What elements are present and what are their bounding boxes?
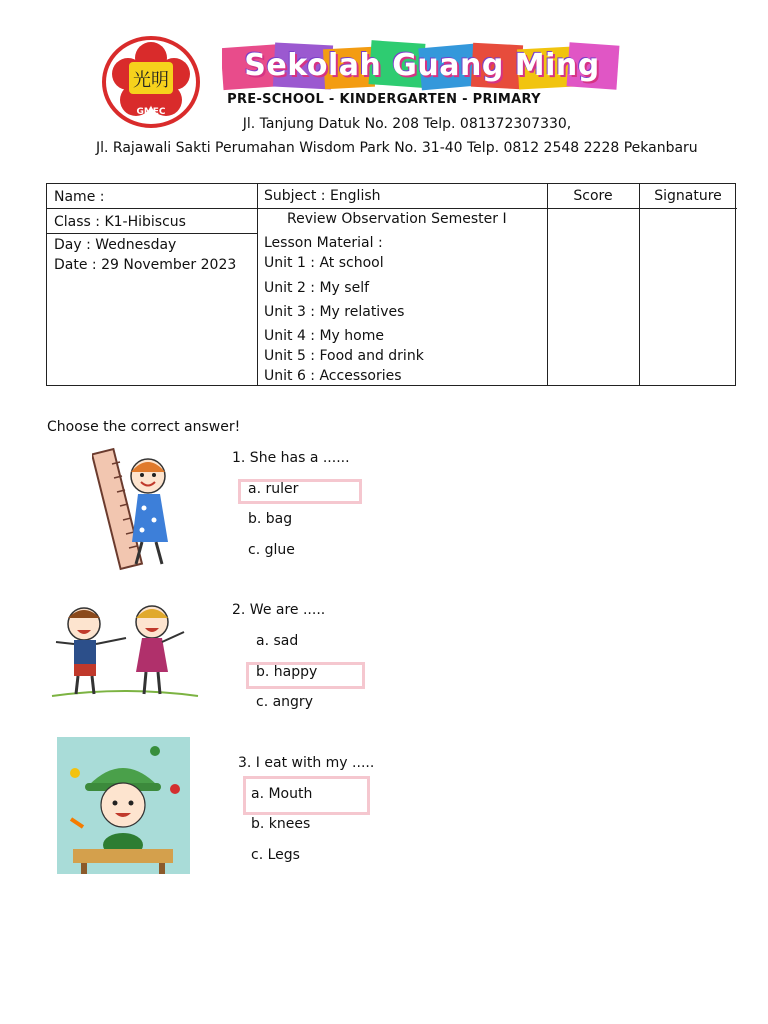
unit-item: Unit 5 : Food and drink	[264, 348, 424, 364]
school-name-banner	[222, 40, 622, 92]
signature-header: Signature	[654, 188, 722, 204]
answer-option[interactable]: b. knees	[251, 816, 311, 832]
girl-with-ruler-image	[92, 446, 192, 572]
question-prompt: 1. She has a ......	[232, 450, 350, 466]
unit-item: Unit 4 : My home	[264, 328, 384, 344]
name-field: Name :	[54, 189, 105, 205]
school-logo	[102, 36, 200, 128]
question-prompt: 3. I eat with my .....	[238, 755, 375, 771]
answer-option[interactable]: a. ruler	[248, 481, 299, 497]
answer-option[interactable]: c. angry	[256, 694, 313, 710]
score-header: Score	[573, 188, 613, 204]
class-field: Class : K1-Hibiscus	[54, 214, 186, 230]
day-field: Day : Wednesday	[54, 237, 177, 253]
answer-option[interactable]: a. sad	[256, 633, 299, 649]
review-title: Review Observation Semester I	[287, 211, 507, 227]
question-prompt: 2. We are .....	[232, 602, 326, 618]
logo-text: 光明	[133, 70, 169, 91]
answer-option[interactable]: b. happy	[256, 664, 318, 680]
date-field: Date : 29 November 2023	[54, 257, 237, 273]
unit-item: Unit 2 : My self	[264, 280, 370, 296]
answer-option[interactable]: b. bag	[248, 511, 293, 527]
instruction: Choose the correct answer!	[47, 419, 241, 435]
school-name: Sekolah Guang Ming	[244, 48, 600, 83]
student-info-table	[46, 183, 736, 386]
address-line-1: Jl. Tanjung Datuk No. 208 Telp. 081372307330,	[242, 116, 572, 132]
unit-item: Unit 1 : At school	[264, 255, 384, 271]
lesson-material-heading: Lesson Material :	[264, 235, 383, 251]
logo-sub: GMEC	[136, 107, 166, 117]
answer-option[interactable]: a. Mouth	[251, 786, 313, 802]
unit-item: Unit 3 : My relatives	[264, 304, 405, 320]
subject-field: Subject : English	[264, 188, 381, 204]
answer-option[interactable]: c. glue	[248, 542, 295, 558]
address-line-2: Jl. Rajawali Sakti Perumahan Wisdom Park No. 31-40 Telp. 0812 2548 2228 Pekanbaru	[96, 140, 698, 156]
unit-item: Unit 6 : Accessories	[264, 368, 402, 384]
happy-kids-image	[50, 598, 200, 702]
answer-option[interactable]: c. Legs	[251, 847, 300, 863]
school-tagline: PRE-SCHOOL - KINDERGARTEN - PRIMARY	[227, 92, 541, 107]
boy-eating-image	[57, 737, 190, 874]
